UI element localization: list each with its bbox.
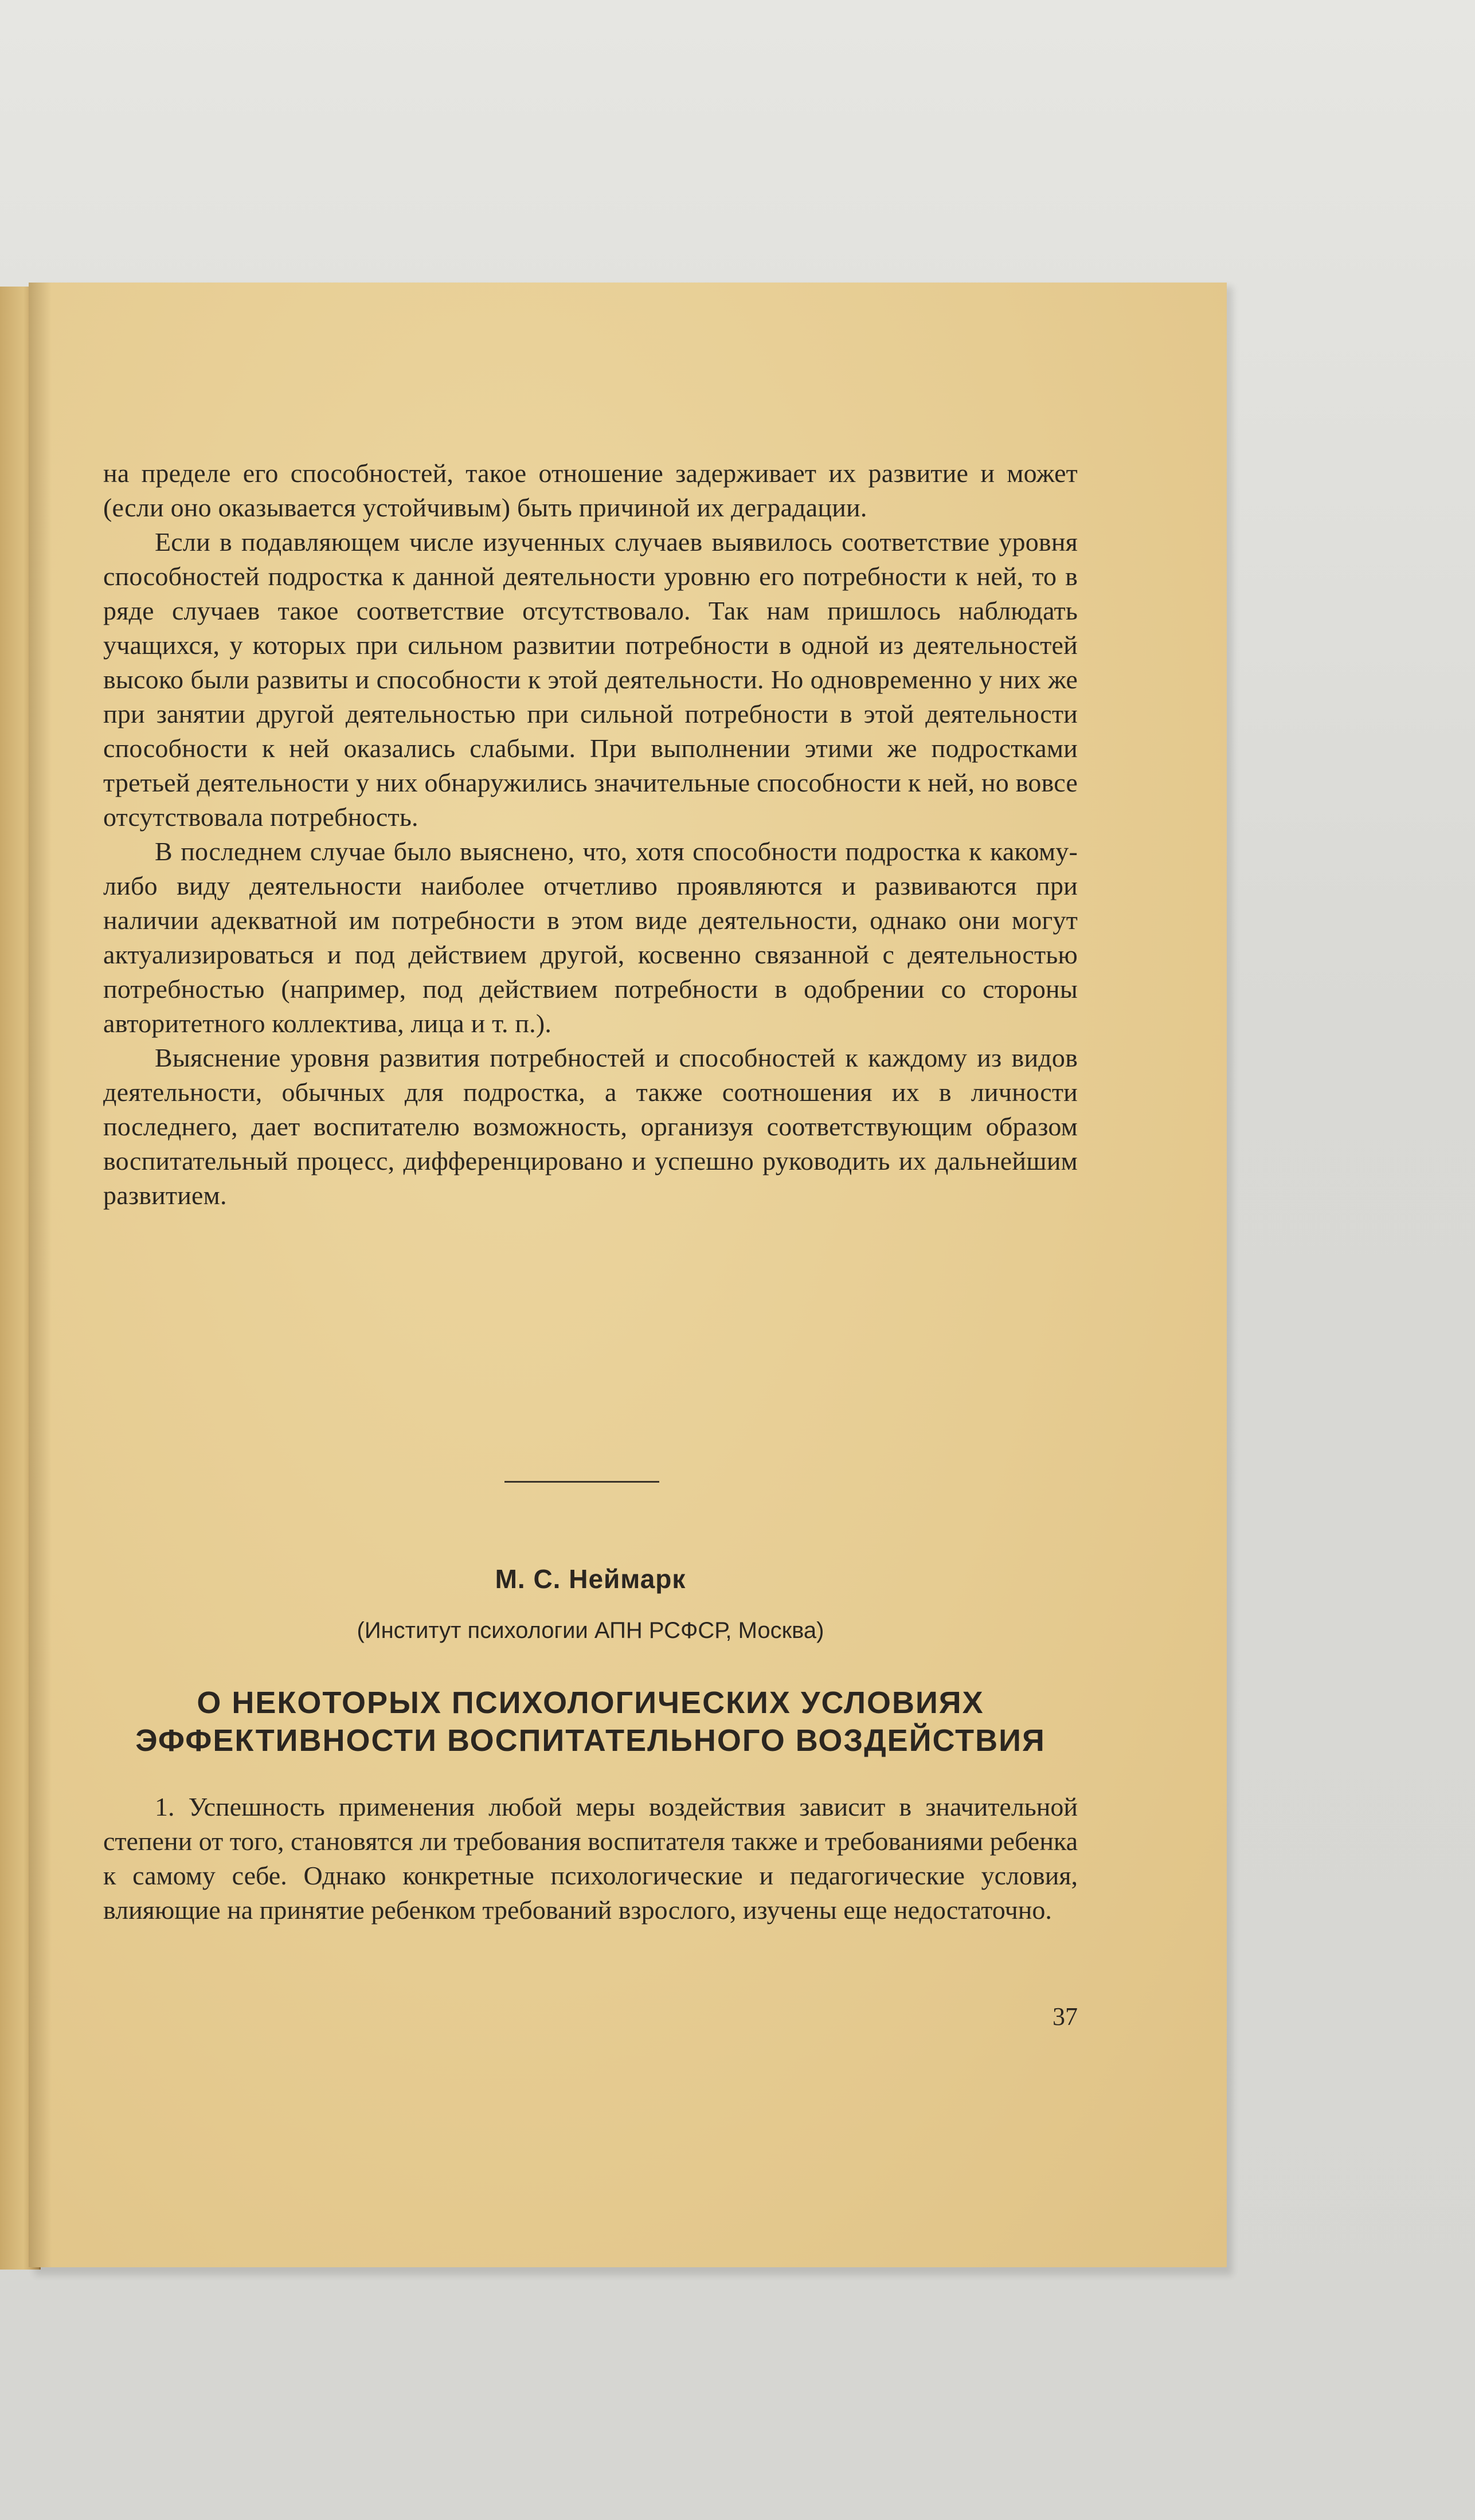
paragraph: Если в подавляющем числе изученных случаев выявилось соответствие уровня способностей подростка к данной деятельности уровню его потребности к ней, то в ряде случаев такое соответствие отсутствовало. Так нам пришлось наблюдать учащихся, у которых при сильном развитии потребности в одной из деятельностей высоко были развиты и способности к этой деятельности. Но одновременно у них же при занятии другой деятельностью при сильной потребности в этой деятельности способности к ней оказались слабыми. При выполнении этими же подростками третьей деятельности у них обнаружились значительные способности к ней, но вовсе отсутствовала потребность. [103, 527, 1078, 832]
article-body [103, 1790, 1078, 1927]
paragraph: В последнем случае было выяснено, что, хотя способности подростка к какому-либо виду деятельности наиболее отчетливо проявляются и развиваются при наличии адекватной им потребности в этом виде деятельности, однако они могут актуализироваться и под действием другой, косвенно связанной с деятельностью потребностью (например, под действием потребности в одобрении со стороны авторитетного коллектива, лица и т. п.). [103, 837, 1078, 1038]
paragraph: Выяснение уровня развития потребностей и способностей к каждому из видов деятельности, обычных для подростка, а также соотношения их в личности последнего, дает воспитателю возможность, организуя соответствующим образом воспитательный процесс, дифференцировано и успешно руководить их дальнейшим развитием. [103, 1043, 1078, 1210]
paragraph: 1. Успешность применения любой меры воздействия зависит в значительной степени от того, становятся ли требования воспитателя также и требованиями ребенка к самому себе. Однако конкретные психологические и педагогические условия, влияющие на принятие ребенком требований взрослого, изучены еще недостаточно. [103, 1792, 1078, 1925]
article-title-line: ЭФФЕКТИВНОСТИ ВОСПИТАТЕЛЬНОГО ВОЗДЕЙСТВИЯ [135, 1723, 1046, 1758]
author-affiliation: (Институт психологии АПН РСФСР, Москва) [357, 1618, 824, 1643]
page-gutter [29, 283, 52, 2267]
page-number: 37 [1053, 2002, 1078, 2031]
article-title [29, 1684, 1152, 1759]
article-title-line: О НЕКОТОРЫХ ПСИХОЛОГИЧЕСКИХ УСЛОВИЯХ [197, 1686, 984, 1720]
section-divider [504, 1481, 659, 1483]
paragraph-continuation: на пределе его способностей, такое отношение задерживает их развитие и может (если оно оказывается устойчивым) быть причиной их деградации. [103, 458, 1078, 522]
body-text [103, 456, 1078, 1213]
book-page [29, 283, 1227, 2267]
article-author: М. С. Неймарк [495, 1564, 686, 1594]
